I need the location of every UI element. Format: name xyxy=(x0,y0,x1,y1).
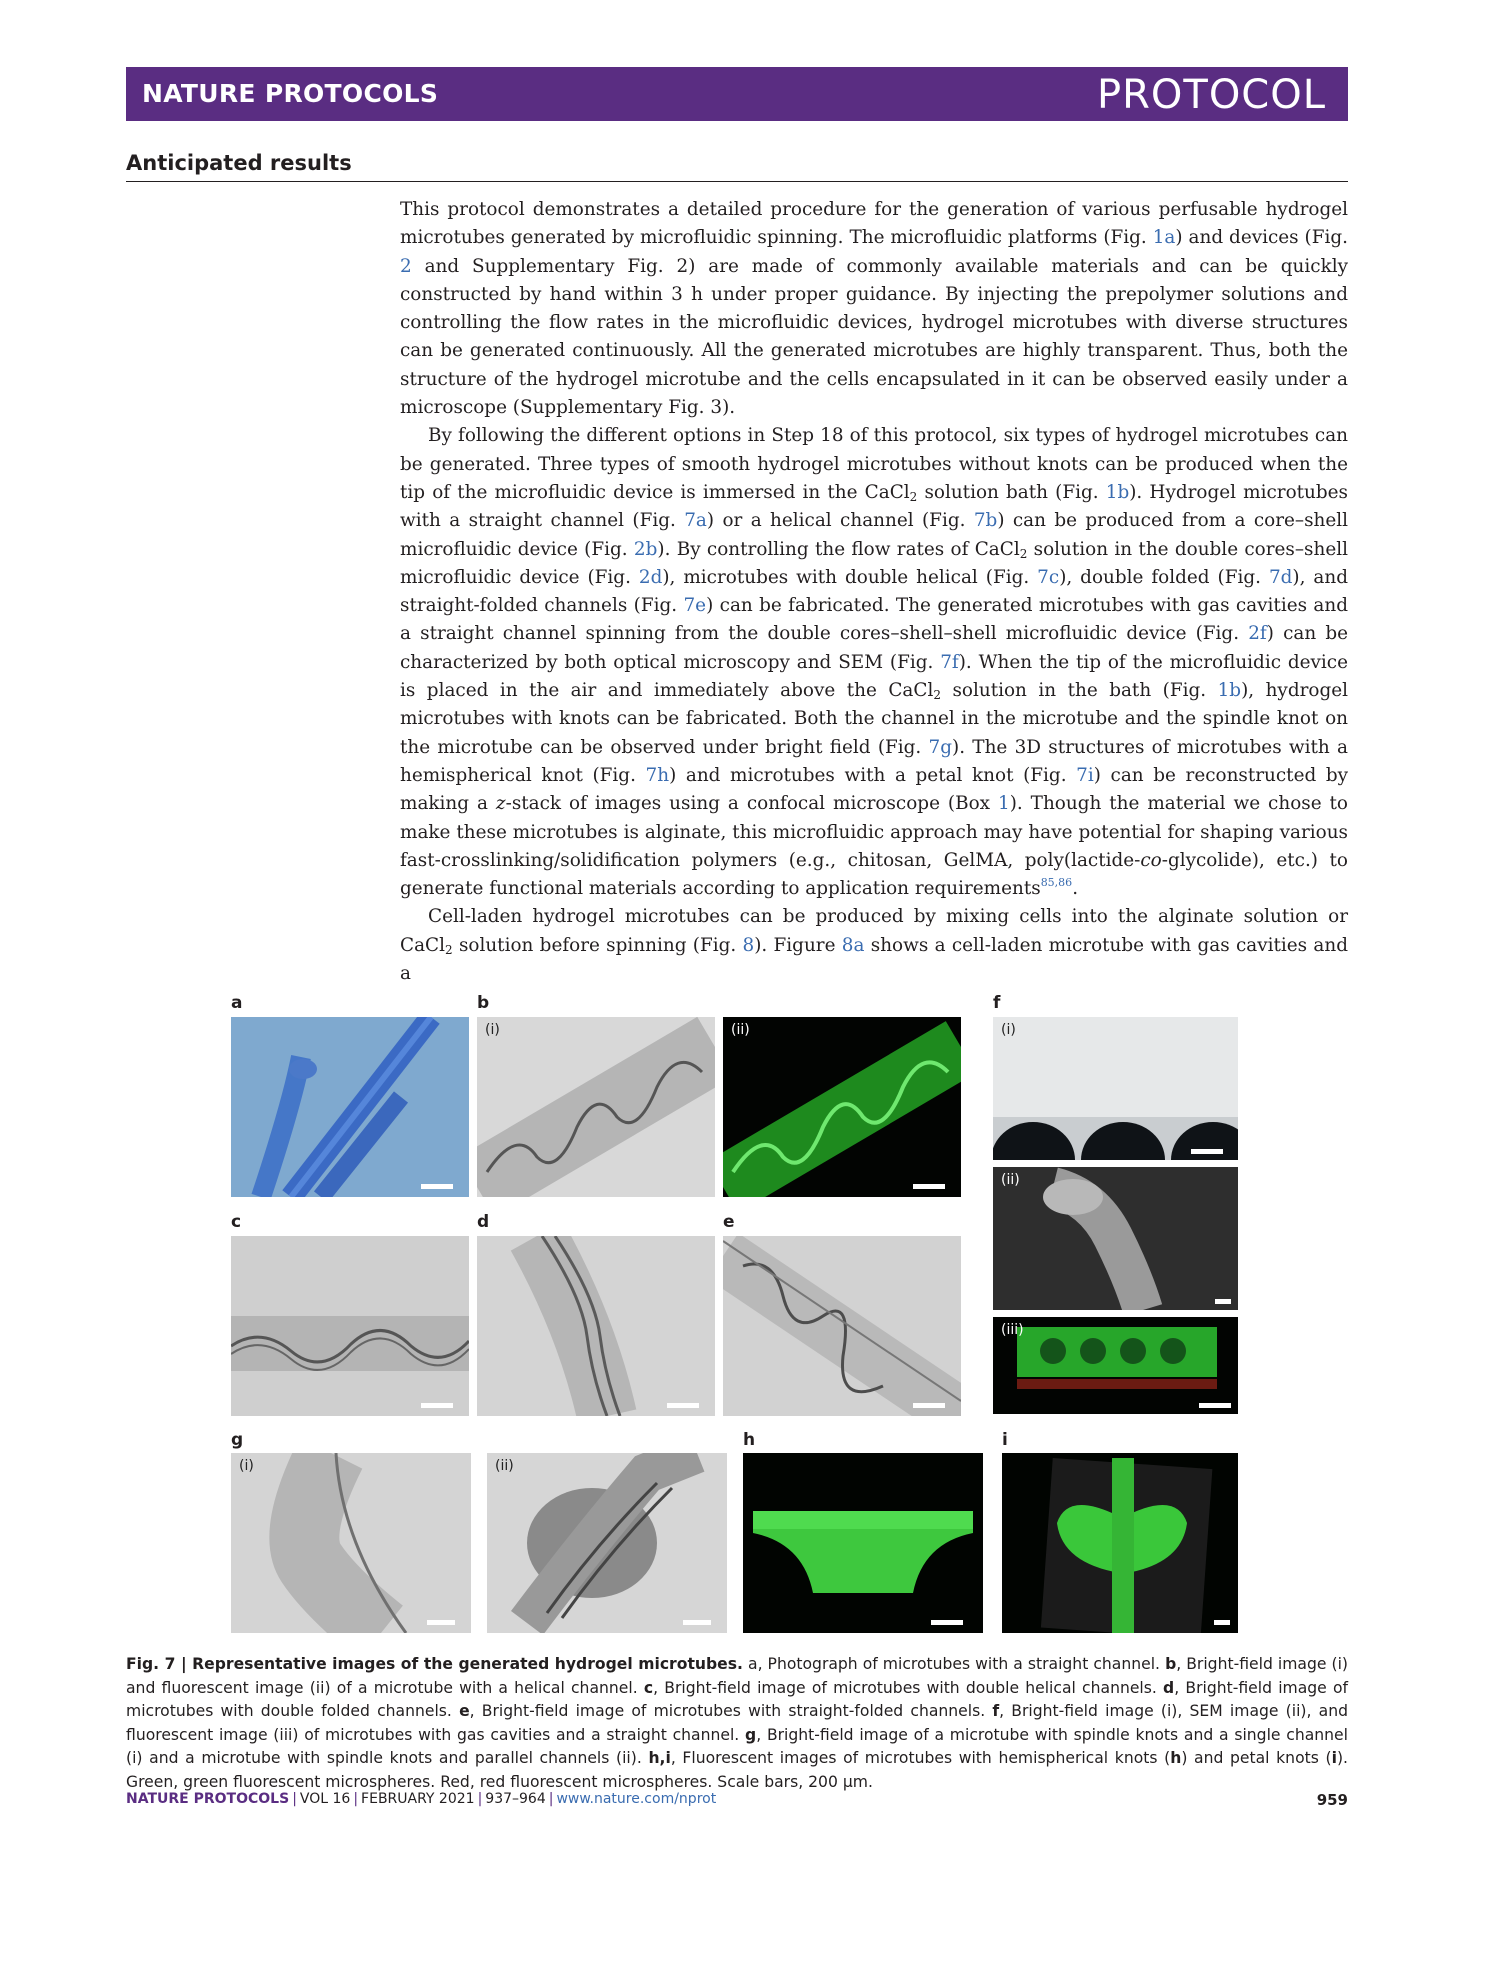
sub-label-f-iii: (iii) xyxy=(1001,1322,1024,1338)
footer-date: FEBRUARY 2021 xyxy=(361,1791,475,1807)
sub-label-f-ii: (ii) xyxy=(1001,1172,1020,1188)
sub-label-g-i: (i) xyxy=(239,1458,254,1474)
panel-letter-e: e xyxy=(723,1212,735,1232)
panel-letter-b: b xyxy=(477,993,490,1013)
panel-letter-f: f xyxy=(993,993,1001,1013)
panel-letter-i: i xyxy=(1002,1430,1008,1450)
panel-h-image xyxy=(743,1453,983,1633)
article-type: PROTOCOL xyxy=(1096,72,1326,118)
sub-label-f-i: (i) xyxy=(1001,1022,1016,1038)
panel-d-image xyxy=(477,1236,715,1416)
panel-a-image xyxy=(231,1017,469,1197)
sub-label-b-i: (i) xyxy=(485,1022,500,1038)
journal-banner xyxy=(126,67,1348,121)
panel-b-ii-image xyxy=(723,1017,961,1197)
section-heading: Anticipated results xyxy=(126,151,1348,182)
panel-g-ii-image xyxy=(487,1453,727,1633)
sub-label-b-ii: (ii) xyxy=(731,1022,750,1038)
panel-b-i-image xyxy=(477,1017,715,1197)
page-footer: NATURE PROTOCOLS | VOL 16 | FEBRUARY 2021 | 937–964 | www.nature.com/nprot 959 xyxy=(126,1791,1348,1809)
sub-label-g-ii: (ii) xyxy=(495,1458,514,1474)
figure-caption: Fig. 7 | Representative images of the generated hydrogel microtubes. a, Photograph of microtubes with a straight channel. b, Bright-field image (i) and fluorescent image (ii) of a microtube with a helical channel. c, Bright-field image of microtubes with double helical channels. d, Bright-field image of microtubes with double folded channels. e, Bright-field image of microtubes with straight-folded channels. f, Bright-field image (i), SEM image (ii), and fluorescent image (iii) of microtubes with gas cavities and a straight channel. g, Bright-field image of a microtube with spindle knots and a single channel (i) and a microtube with spindle knots and parallel channels (ii). h,i, Fluorescent images of microtubes with hemispherical knots (h) and petal knots (i). Green, green fluorescent microspheres. Red, red fluorescent microspheres. Scale bars, 200 μm. xyxy=(126,1655,1349,1791)
panel-letter-g: g xyxy=(231,1430,244,1450)
panel-c-image xyxy=(231,1236,469,1416)
panel-letter-c: c xyxy=(231,1212,242,1232)
footer-journal: NATURE PROTOCOLS xyxy=(126,1791,290,1807)
panel-letter-d: d xyxy=(477,1212,490,1232)
panel-f-iii-image xyxy=(993,1317,1238,1414)
panel-f-i-image xyxy=(993,1017,1238,1160)
footer-volume: VOL 16 xyxy=(299,1791,351,1807)
journal-name: NATURE PROTOCOLS xyxy=(142,79,439,108)
paragraph-2: By following the different options in Step 18 of this protocol, six types of hydrogel microtubes can be generated. Three types of smooth hydrogel microtubes without knots can be produced when the tip of the microfluidic device is immersed in the CaCl$_2$ solution bath (Fig. 1b). Hydrogel microtubes with a straight channel (Fig. 7a) or a helical channel (Fig. 7b) can be produced from a core–shell microfluidic device (Fig. 2b). By controlling the flow rates of CaCl$_2$ solution in the double cores–shell microfluidic device (Fig. 2d), microtubes with double helical (Fig. 7c), double folded (Fig. 7d), and straight-folded channels (Fig. 7e) can be fabricated. The generated microtubes with gas cavities and a straight channel spinning from the double cores–shell–shell microfluidic device (Fig. 2f) can be characterized by both optical microscopy and SEM (Fig. 7f). When the tip of the microfluidic device is placed in the air and immediately above the CaCl$_2$ solution in the bath (Fig. 1b), hydrogel microtubes with knots can be fabricated. Both the channel in the microtube and the spindle knot on the microtube can be observed under bright field (Fig. 7g). The 3D structures of microtubes with a hemispherical knot (Fig. 7h) and microtubes with a petal knot (Fig. 7i) can be reconstructed by making a z-stack of images using a confocal microscope (Box 1). Though the material we chose to make these microtubes is alginate, this microfluidic approach may have potential for shaping various fast-crosslinking/solidification polymers (e.g., chitosan, GelMA, poly(lactide-co-glycolide), etc.) to generate functional materials according to application requirements$^{85,86}$. xyxy=(400,425,1349,900)
paragraph-3: Cell-laden hydrogel microtubes can be produced by mixing cells into the alginate solution or CaCl$_2$ solution before spinning (Fig. 8). Figure 8a shows a cell-laden microtube with gas cavities and a xyxy=(400,906,1348,985)
footer-url[interactable]: www.nature.com/nprot xyxy=(556,1791,717,1807)
panel-e-image xyxy=(723,1236,961,1416)
panel-letter-h: h xyxy=(743,1430,756,1450)
panel-i-image xyxy=(1002,1453,1238,1633)
panel-letter-a: a xyxy=(231,993,243,1013)
body-text xyxy=(400,196,1348,988)
panel-g-i-image xyxy=(231,1453,471,1633)
footer-pages: 937–964 xyxy=(485,1791,546,1807)
panel-f-ii-image xyxy=(993,1167,1238,1310)
paragraph-1: This protocol demonstrates a detailed procedure for the generation of various perfusable hydrogel microtubes generated by microfluidic spinning. The microfluidic platforms (Fig. 1a) and devices (Fig. 2 and Supplementary Fig. 2) are made of commonly available materials and can be quickly constructed by hand within 3 h under proper guidance. By injecting the prepolymer solutions and controlling the flow rates in the microfluidic devices, hydrogel microtubes with diverse structures can be generated continuously. All the generated microtubes are highly transparent. Thus, both the structure of the hydrogel microtube and the cells encapsulated in it can be observed easily under a microscope (Supplementary Fig. 3). xyxy=(400,199,1348,419)
page-number: 959 xyxy=(1316,1791,1348,1809)
